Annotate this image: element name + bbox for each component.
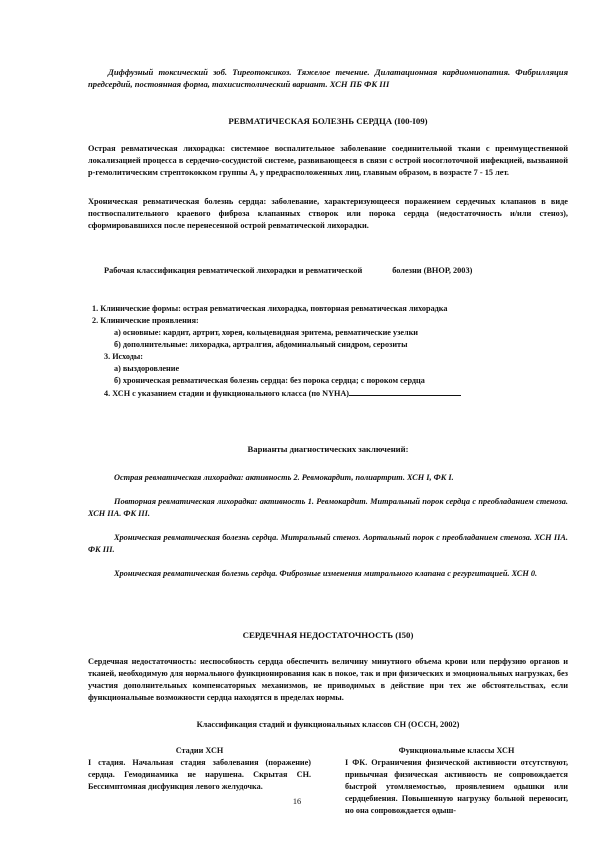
classification-title-heart-failure: Классификация стадий и функциональных классов СН (ОССН, 2002) bbox=[196, 720, 460, 729]
list-item: 1. Клинические формы: острая ревматическая лихорадка, повторная ревматическая лихорадка bbox=[92, 304, 448, 313]
classification-title-part-b: болезни (ВНОР, 2003) bbox=[392, 266, 473, 275]
blank-line bbox=[349, 387, 461, 396]
list-item-text: 4. ХСН с указанием стадии и функционального класса (по NYHA) bbox=[104, 389, 350, 398]
classification-title-part-a: Рабочая классификация ревматической лихорадки и ревматической bbox=[104, 266, 363, 275]
column-header: Стадии ХСН bbox=[175, 746, 224, 755]
list-item: 2. Клинические проявления: bbox=[92, 316, 199, 325]
list-item: а) выздоровление bbox=[114, 364, 180, 373]
list-item: 3. Исходы: bbox=[104, 352, 143, 361]
column-text: I ФК. Ограничения физической активности отсутствуют, привычная физическая активность не сопровождается быстрой утомляемостью, проявлением одышки или сердцебиения. Повышенную нагрузку больной переносит, но она сопровождается одыш- bbox=[345, 758, 568, 815]
definition-chronic-rheumatic-disease: Хроническая ревматическая болезнь сердца: заболевание, характеризующееся поражением сердечных клапанов в виде поствоспалительного краевого фиброза клапанных створок или порока сердца (недостаточность и/или стеноз), сформировавшихся после перенесенной острой ревматической лихорадки. bbox=[88, 197, 568, 230]
column-header: Функциональные классы ХСН bbox=[398, 746, 515, 755]
classification-list bbox=[88, 303, 568, 400]
intro-diagnosis: Диффузный токсический зоб. Тиреотоксикоз. Тяжелое течение. Дилатационная кардиомиопатия. Фибрилляция предсердий, постоянная форма, тахисистолический вариант. ХСН ПБ ФК III bbox=[88, 67, 568, 89]
definition-acute-rheumatic-fever: Острая ревматическая лихорадка: системное воспалительное заболевание соединительной ткани с преимущественной локализацией процесса в сердечно-сосудистой системе, развивающееся в связи с острой носоглоточной инфекцией, вызванной р-гемолитическим стрептококком группы А, у предрасположенных лиц, главным образом, в возрасте 7 - 15 лет. bbox=[88, 144, 568, 177]
diagnosis-example: Повторная ревматическая лихорадка: активность 1. Ревмокардит. Митральный порок сердца с преобладанием стеноза. ХСН IIА. ФК III. bbox=[88, 497, 568, 518]
list-item: а) основные: кардит, артрит, хорея, кольцевидная эритема, ревматические узелки bbox=[114, 328, 419, 337]
section-title-heart-failure: СЕРДЕЧНАЯ НЕДОСТАТОЧНОСТЬ (I50) bbox=[242, 630, 414, 640]
column-functional-classes bbox=[345, 745, 568, 817]
diagnosis-example: Хроническая ревматическая болезнь сердца. Фиброзные изменения митрального клапана с регургитацией. ХСН 0. bbox=[114, 569, 538, 578]
column-stages bbox=[88, 745, 311, 817]
diagnosis-example: Острая ревматическая лихорадка: активность 2. Ревмокардит, полиартрит. ХСН I, ФК I. bbox=[114, 473, 454, 482]
list-item: б) хроническая ревматическая болезнь сердца: без порока сердца; с пороком сердца bbox=[114, 376, 425, 385]
section-title-rheumatic: РЕВМАТИЧЕСКАЯ БОЛЕЗНЬ СЕРДЦА (I00-I09) bbox=[228, 116, 428, 126]
document-page bbox=[88, 66, 568, 817]
definition-heart-failure: Сердечная недостаточность: неспособность сердца обеспечить величину минутного объема крови или перфузию органов и тканей, необходимую для нормального функционирования как в покое, так и при физических и эмоциональных нагрузках, без участия дополнительных компенсаторных механизмов, не приводимых в действие при тех же обстоятельствах, если функциональные возможности сердца находятся в пределах нормы. bbox=[88, 657, 568, 702]
column-text: I стадия. Начальная стадия заболевания (поражение) сердца. Гемодинамика не нарушена. Скрытая СН. Бессимптомная дисфункция левого желудочка. bbox=[88, 758, 311, 791]
classification-columns bbox=[88, 745, 568, 817]
list-item bbox=[88, 387, 568, 400]
list-item: б) дополнительные: лихорадка, артралгия, абдоминальный синдром, серозиты bbox=[114, 340, 408, 349]
page-number: 16 bbox=[292, 797, 302, 806]
classification-title-rheumatic bbox=[88, 266, 568, 275]
diagnosis-example: Хроническая ревматическая болезнь сердца. Митральный стеноз. Аортальный порок с преобладанием стеноза. ХСН IIА. ФК III. bbox=[88, 533, 568, 554]
variants-title: Варианты диагностических заключений: bbox=[247, 444, 409, 454]
